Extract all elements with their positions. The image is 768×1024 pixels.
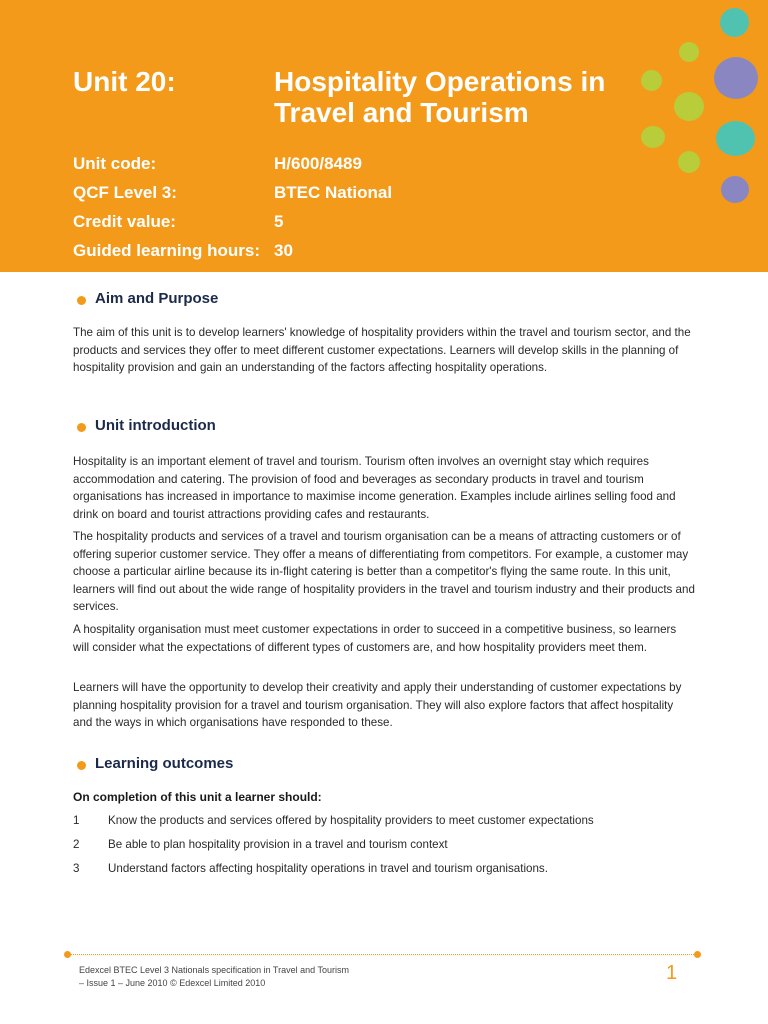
meta-label: Unit code: [73, 154, 157, 173]
decorative-dot [641, 70, 662, 91]
footer-line-1: Edexcel BTEC Level 3 Nationals specification in Travel and Tourism [79, 965, 349, 975]
intro-paragraph-1: Hospitality is an important element of travel and tourism. Tourism often involves an overnight stay which requires accommodation and catering. The provision of food and beverages as secondary products in travel and tourism organisations has increased in importance to maximise income generation. Examples include airlines selling food and drink on board and tourist attractions providing cafes and restaurants. [73, 455, 676, 521]
decorative-dot [678, 151, 700, 173]
decorative-dot [720, 8, 749, 37]
footer-dot [694, 951, 701, 958]
outcome-number: 2 [73, 838, 80, 851]
outcome-text: Know the products and services offered by hospitality providers to meet customer expectations [108, 814, 594, 827]
decorative-dot [641, 126, 665, 148]
decorative-dot [679, 42, 699, 62]
bullet-icon [77, 761, 86, 770]
decorative-dot [674, 92, 704, 121]
outcome-item [73, 838, 713, 856]
outcome-text: Understand factors affecting hospitality operations in travel and tourism organisations. [108, 862, 548, 875]
unit-number: Unit 20: [73, 66, 176, 97]
page-number: 1 [666, 962, 678, 984]
decorative-dot [721, 176, 749, 203]
outcome-text: Be able to plan hospitality provision in a travel and tourism context [108, 838, 448, 851]
intro-paragraph-3: A hospitality organisation must meet customer expectations in order to succeed in a competitive business, so learners will consider what the expectations of different types of customers are, and how hospitality providers meet them. [73, 623, 677, 654]
footer-text [79, 964, 499, 990]
decorative-dot [716, 121, 755, 156]
decorative-dot [714, 57, 758, 99]
outcome-number: 3 [73, 862, 80, 875]
meta-value: H/600/8489 [274, 154, 362, 173]
meta-label: QCF Level 3: [73, 183, 177, 202]
intro-paragraph-4: Learners will have the opportunity to develop their creativity and apply their understanding of customer expectations by planning hospitality provision for a travel and tourism organisation. They will also explore factors that affect hospitality and the ways in which organisations have responded to these. [73, 681, 682, 729]
outcome-item [73, 814, 713, 832]
outcomes-intro: On completion of this unit a learner should: [73, 790, 322, 804]
meta-label: Guided learning hours: [73, 241, 261, 260]
aim-text: The aim of this unit is to develop learners' knowledge of hospitality providers within the travel and tourism sector, and the products and services they offer to meet different customer expectations. Learners will develop skills in the planning of hospitality provision and gain an understanding of the factors affecting hospitality operations. [73, 326, 691, 374]
outcome-item [73, 862, 713, 880]
bullet-icon [77, 296, 86, 305]
outcome-number: 1 [73, 814, 80, 827]
bullet-icon [77, 423, 86, 432]
meta-label: Credit value: [73, 212, 176, 231]
intro-paragraph-2: The hospitality products and services of a travel and tourism organisation can be a means of attracting customers or of offering superior customer service. They offer a means of differentiating from competitors. For example, a customer may choose a particular airline because its in-flight catering is better than a competitor's flying the same route. In this unit, learners will find out about the wide range of hospitality providers in the travel and tourism industry and their products and services. [73, 530, 695, 613]
footer-line-2: – Issue 1 – June 2010 © Edexcel Limited 2010 [79, 978, 266, 988]
footer-divider [68, 954, 698, 956]
meta-value: 5 [274, 212, 284, 231]
header-banner [0, 0, 768, 272]
unit-title: Hospitality Operations in Travel and Tourism [274, 66, 606, 128]
meta-value: BTEC National [274, 183, 393, 202]
meta-value: 30 [274, 241, 293, 260]
